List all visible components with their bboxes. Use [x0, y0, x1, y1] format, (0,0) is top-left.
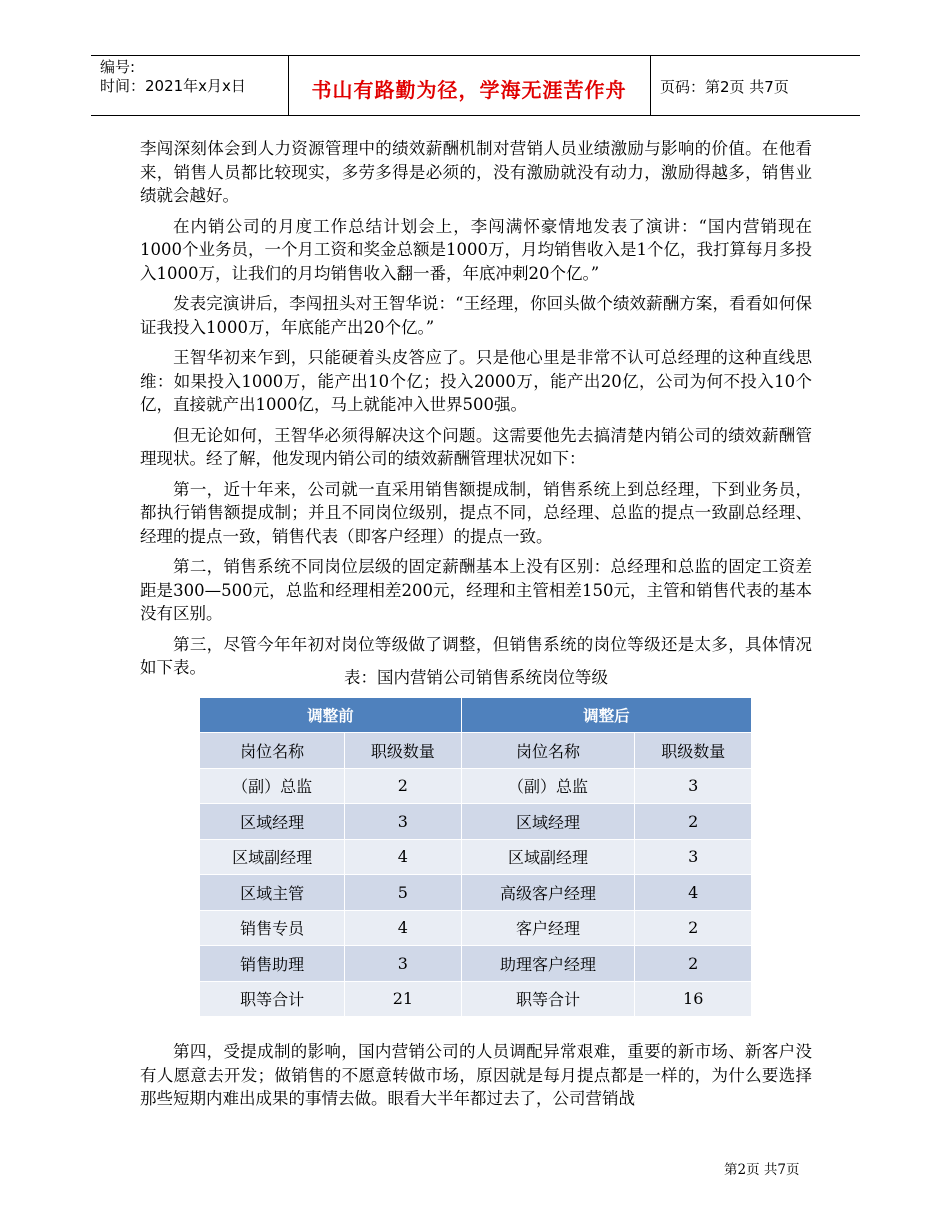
- table-cell: 区域副经理: [200, 839, 345, 875]
- group-header-before: 调整前: [200, 698, 462, 733]
- header-meta: [100, 58, 246, 96]
- table-cell: 职等合计: [461, 981, 635, 1017]
- table-cell: 5: [345, 875, 461, 911]
- table-cell: 3: [635, 839, 752, 875]
- header-bottom-rule: [91, 115, 860, 116]
- table-cell: 区域主管: [200, 875, 345, 911]
- paragraph: 第三，尽管今年年初对岗位等级做了调整，但销售系统的岗位等级还是太多，具体情况如下表。: [140, 634, 812, 677]
- header-page-info: 页码：第2页 共7页: [660, 78, 789, 96]
- table-cell: 区域经理: [200, 804, 345, 840]
- table-row: [200, 946, 752, 982]
- table-cell: 4: [345, 839, 461, 875]
- code-label: 编号:: [100, 58, 136, 76]
- paragraph: 王智华初来乍到，只能硬着头皮答应了。只是他心里是非常不认可总经理的这种直线思维：如果投入1000万，能产出10个亿；投入2000万，能产出20亿，公司为何不投入10个亿，直接就产出1000亿，马上就能冲入世界500强。: [140, 348, 812, 414]
- table-group-header-row: [200, 698, 752, 733]
- table-cell: 21: [345, 981, 461, 1017]
- table-cell: 4: [345, 910, 461, 946]
- paragraph: 第四，受提成制的影响，国内营销公司的人员调配异常艰难，重要的新市场、新客户没有人愿意去开发；做销售的不愿意转做市场，原因就是每月提点都是一样的，为什么要选择那些短期内难出成果的事情去做。眼看大半年都过去了，公司营销战: [140, 1042, 812, 1108]
- table-row: [200, 839, 752, 875]
- table-cell: 助理客户经理: [461, 946, 635, 982]
- footer-page-info: 第2页 共7页: [724, 1162, 800, 1178]
- table-cell: 16: [635, 981, 752, 1017]
- paragraph: 第二，销售系统不同岗位层级的固定薪酬基本上没有区别：总经理和总监的固定工资差距是300—500元，总监和经理相差200元，经理和主管相差150元，主管和销售代表的基本没有区别。: [140, 557, 812, 623]
- paragraph: 发表完演讲后，李闯扭头对王智华说：“王经理，你回头做个绩效薪酬方案，看看如何保证我投入1000万，年底能产出20个亿。”: [140, 294, 812, 337]
- table-cell: 职等合计: [200, 981, 345, 1017]
- table-cell: 区域副经理: [461, 839, 635, 875]
- table-cell: （副）总监: [200, 768, 345, 804]
- table-column-header-row: [200, 733, 752, 769]
- table-cell: 3: [345, 804, 461, 840]
- time-label: 时间：2021年x月x日: [100, 77, 246, 95]
- table-cell: 2: [635, 946, 752, 982]
- paragraph: 但无论如何，王智华必须得解决这个问题。这需要他先去搞清楚内销公司的绩效薪酬管理现状。经了解，他发现内销公司的绩效薪酬管理状况如下：: [140, 425, 812, 468]
- column-header: 岗位名称: [200, 733, 345, 769]
- header-motto: 书山有路勤为径，学海无涯苦作舟: [311, 78, 627, 102]
- table-cell: 2: [635, 910, 752, 946]
- column-header: 职级数量: [635, 733, 752, 769]
- table-caption: 表：国内营销公司销售系统岗位等级: [344, 668, 608, 687]
- table-cell: 高级客户经理: [461, 875, 635, 911]
- table-row: [200, 910, 752, 946]
- table-cell: 4: [635, 875, 752, 911]
- table-cell: 2: [345, 768, 461, 804]
- table-cell: （副）总监: [461, 768, 635, 804]
- table-cell: 2: [635, 804, 752, 840]
- table-cell: 客户经理: [461, 910, 635, 946]
- table-cell: 3: [635, 768, 752, 804]
- paragraph: 第一，近十年来，公司就一直采用销售额提成制，销售系统上到总经理，下到业务员，都执行销售额提成制；并且不同岗位级别，提点不同，总经理、总监的提点一致副总经理、经理的提点一致，销售代表（即客户经理）的提点一致。: [140, 479, 812, 546]
- header-top-rule: [91, 55, 860, 56]
- table-total-row: [200, 981, 752, 1017]
- table-cell: 销售专员: [200, 910, 345, 946]
- column-header: 职级数量: [345, 733, 461, 769]
- position-grade-table: [199, 697, 752, 1017]
- group-header-after: 调整后: [461, 698, 751, 733]
- column-header: 岗位名称: [461, 733, 635, 769]
- body-text-continued: [140, 1040, 812, 1111]
- body-text: [140, 137, 812, 687]
- paragraph: 李闯深刻体会到人力资源管理中的绩效薪酬机制对营销人员业绩激励与影响的价值。在他看来，销售人员都比较现实，多劳多得是必须的，没有激励就没有动力，激励得越多，销售业绩就会越好。: [140, 139, 812, 205]
- table-row: [200, 875, 752, 911]
- header-divider: [650, 55, 651, 116]
- paragraph: 在内销公司的月度工作总结计划会上，李闯满怀豪情地发表了演讲：“国内营销现在1000个业务员，一个月工资和奖金总额是1000万，月均销售收入是1个亿，我打算每月多投入1000万，让我们的月均销售收入翻一番，年底冲刺20个亿。”: [140, 216, 812, 283]
- table-row: [200, 804, 752, 840]
- table-cell: 3: [345, 946, 461, 982]
- table-cell: 销售助理: [200, 946, 345, 982]
- table-row: [200, 768, 752, 804]
- table-cell: 区域经理: [461, 804, 635, 840]
